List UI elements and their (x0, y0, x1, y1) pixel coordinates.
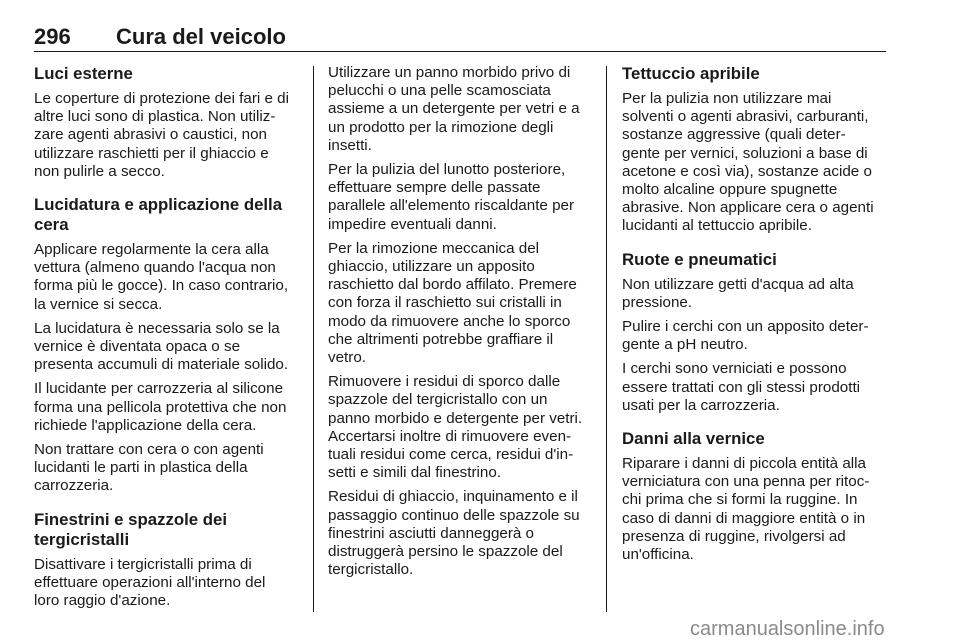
paragraph: Non utilizzare getti d'acqua ad alta pressione. (622, 275, 854, 311)
column-divider-1 (313, 66, 314, 612)
paragraph: Residui di ghiaccio, inquinamento e il passaggio continuo delle spazzole su finestrini asciutti danneggerà o distruggerà persino le spazzole del tergicristallo. (328, 488, 580, 579)
paragraph: Pulire i cerchi con un apposito deter- gente a pH neutro. (622, 318, 869, 354)
column-3 (622, 64, 888, 570)
paragraph: Per la pulizia non utilizzare mai solventi o agenti abrasivi, carburanti, sostanze aggressive (quali deter- gente per vernici, soluzioni a base di acetone e così via), sostanze acide o molto alcaline oppure spugnette abrasive. Non applicare cera o agenti lucidanti al tettuccio apribile. (622, 90, 874, 235)
column-2 (328, 64, 594, 585)
page-header (34, 20, 886, 50)
paragraph: Non trattare con cera o con agenti lucidanti le parti in plastica della carrozzeria. (34, 441, 264, 495)
paragraph: Le coperture di protezione dei fari e di altre luci sono di plastica. Non utiliz- zare agenti abrasivi o caustici, non utilizzare raschietti per il ghiaccio e non pulirle a secco. (34, 90, 289, 180)
chapter-title: Cura del veicolo (116, 24, 286, 49)
paragraph: Per la pulizia del lunotto posteriore, effettuare sempre delle passate parallele all'elemento riscaldante per impedire eventuali danni. (328, 161, 575, 233)
heading-lucidatura: Lucidatura e applicazione della cera (34, 195, 283, 235)
paragraph: Rimuovere i residui di sporco dalle spazzole del tergicristallo con un panno morbido e detergente per vetri. Accertarsi inoltre di rimuovere even- tuali residui come cerca, residui d'in- setti e simili dal finestrino. (328, 373, 583, 482)
heading-finestrini: Finestrini e spazzole dei tergicristalli (34, 509, 228, 549)
heading-luci-esterne: Luci esterne (34, 64, 133, 83)
column-1 (34, 64, 300, 616)
page-number: 296 (34, 24, 71, 49)
paragraph: Utilizzare un panno morbido privo di pelucchi o una pelle scamosciata assieme a un detergente per vetri e a un prodotto per la rimozione degli insetti. (328, 64, 580, 154)
heading-tettuccio: Tettuccio apribile (622, 64, 760, 83)
paragraph: Riparare i danni di piccola entità alla verniciatura con una penna per ritoc- chi prima che si formi la ruggine. In caso di danni di maggiore entità o in presenza di ruggine, rivolgersi ad un'officina. (622, 455, 870, 564)
heading-ruote: Ruote e pneumatici (622, 249, 777, 269)
column-divider-2 (606, 66, 607, 612)
paragraph: Il lucidante per carrozzeria al silicone forma una pellicola protettiva che non richiede l'applicazione della cera. (34, 380, 287, 434)
watermark: carmanualsonline.info (690, 618, 885, 640)
paragraph: I cerchi sono verniciati e possono essere trattati con gli stessi prodotti usati per la carrozzeria. (622, 360, 861, 414)
header-rule (34, 51, 886, 52)
heading-danni: Danni alla vernice (622, 429, 765, 449)
paragraph: Disattivare i tergicristalli prima di effettuare operazioni all'interno del loro raggio d'azione. (34, 555, 266, 610)
paragraph: Applicare regolarmente la cera alla vettura (almeno quando l'acqua non forma più le gocce). In caso contrario, la vernice si secca. (34, 241, 289, 313)
paragraph: Per la rimozione meccanica del ghiaccio, utilizzare un apposito raschietto dal bordo affilato. Premere con forza il raschietto sui cristalli in modo da rimuovere anche lo sporco che altrimenti potrebbe graffiare il vetro. (328, 239, 577, 367)
paragraph: La lucidatura è necessaria solo se la vernice è diventata opaca o se presenta accumuli di materiale solido. (34, 319, 289, 374)
